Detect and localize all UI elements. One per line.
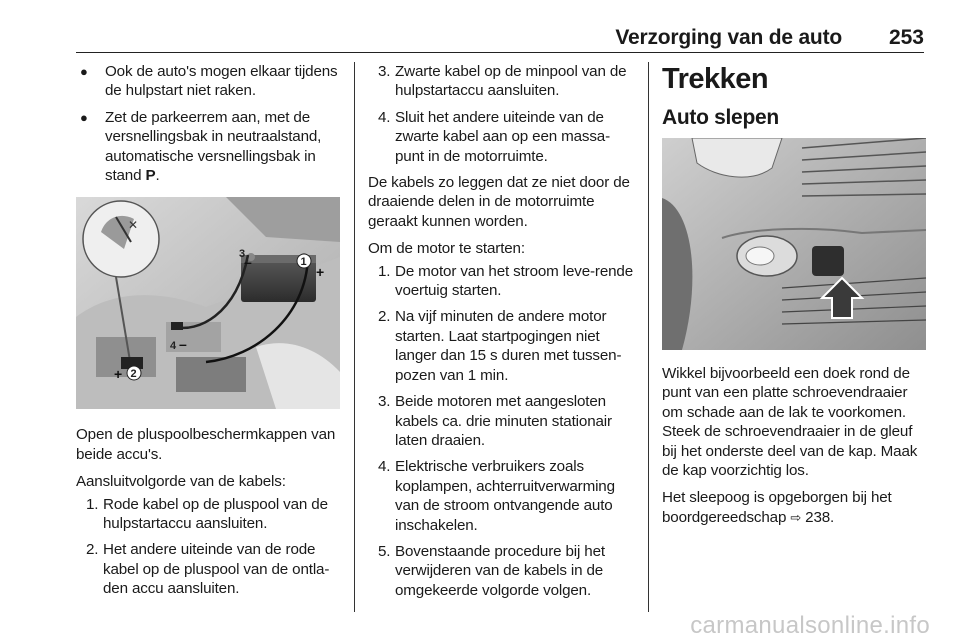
bullet-item: ● Zet de parkeerrem aan, met de versnellingsbak in neutraalstand, automatische versnellingsbak in stand P.	[80, 108, 322, 185]
paragraph: Open de pluspoolbeschermkappen van beide accu's.	[76, 426, 336, 463]
subsection-heading: Auto slepen	[662, 106, 779, 129]
paragraph: Om de motor te starten:	[368, 240, 525, 258]
list-item: 1. De motor van het stroom leve-rende voertuig starten.	[378, 262, 634, 300]
column-divider-2	[648, 62, 649, 612]
svg-text:✕: ✕	[128, 218, 138, 233]
list-item: 3. Zwarte kabel op de minpool van de hulpstartaccu aansluiten.	[378, 63, 627, 100]
list-item: 4. Sluit het andere uiteinde van de zwarte kabel aan op een massa-punt in de motorruimte.	[378, 108, 610, 165]
tow-eye-cover-figure	[662, 138, 926, 350]
paragraph: Aansluitvolgorde van de kabels:	[76, 473, 286, 491]
svg-text:3: 3	[239, 248, 245, 261]
paragraph: De kabels zo leggen dat ze niet door de draaiende delen in de motorruimte geraakt kunnen worden.	[368, 174, 630, 230]
paragraph: Wikkel bijvoorbeeld een doek rond de punt van een platte schroevendraaier om schade aan de lak te voorkomen. Steek de schroevendraaier in de gleuf bij het onderste deel van de kap. Maak de kap voorzichtig los.	[662, 365, 918, 480]
svg-text:4: 4	[170, 340, 176, 353]
svg-text:–: –	[244, 254, 252, 271]
bullet-item: ● Ook de auto's mogen elkaar tijdens de hulpstart niet raken.	[80, 63, 338, 100]
list-item: 2. Het andere uiteinde van de rode kabel op de pluspool van de ontla-den accu aansluiten.	[86, 541, 330, 598]
section-heading: Trekken	[662, 63, 769, 95]
svg-text:+: +	[316, 264, 325, 281]
list-item: 3. Beide motoren met aangesloten kabels ca. drie minuten stationair laten draaien.	[378, 393, 612, 449]
column-1	[76, 62, 342, 606]
bullet-icon: ●	[80, 109, 88, 125]
gear-position-p: P	[145, 167, 156, 185]
list-item: 2. Na vijf minuten de andere motor starten. Laat startpogingen niet langer dan 15 s duren met tussen-pozen van 1 min.	[378, 308, 622, 384]
paragraph: Het sleepoog is opgeborgen bij het boordgereedschap ⇨ 238.	[662, 489, 892, 526]
list-item: 4. Elektrische verbruikers zoals koplampen, achterruitverwarming van de stroom ontvangende auto inschakelen.	[378, 458, 615, 534]
page-reference[interactable]: 238.	[805, 508, 835, 526]
watermark: carmanualsonline.info	[690, 612, 930, 639]
svg-text:+: +	[114, 366, 123, 383]
column-3	[662, 62, 928, 535]
page-header	[76, 22, 924, 53]
column-divider-1	[354, 62, 355, 612]
svg-text:2: 2	[130, 368, 137, 381]
svg-text:1: 1	[300, 256, 307, 269]
page-ref-arrow-icon: ⇨	[790, 509, 802, 525]
section-title: Verzorging van de auto	[615, 26, 842, 49]
svg-text:–: –	[179, 336, 187, 353]
jump-start-battery-figure	[76, 197, 340, 409]
page-number: 253	[888, 26, 924, 49]
bullet-icon: ●	[80, 64, 88, 79]
list-item: 5. Bovenstaande procedure bij het verwijderen van de kabels in de omgekeerde volgorde volgen.	[378, 542, 605, 599]
list-item: 1. Rode kabel op de pluspool van de hulpstartaccu aansluiten.	[86, 495, 328, 533]
column-2	[368, 62, 638, 607]
